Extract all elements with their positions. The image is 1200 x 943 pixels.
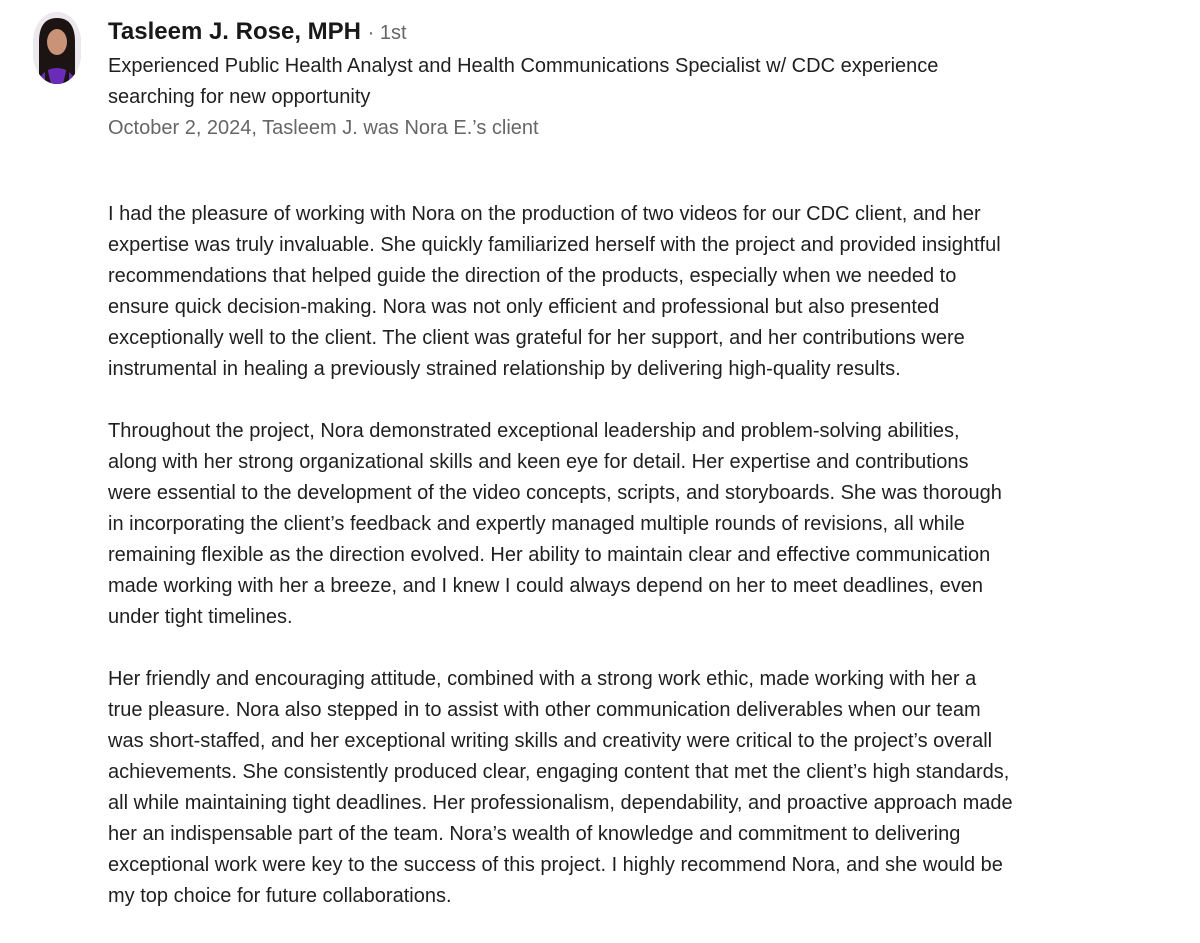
paragraph-line: under tight timelines. (108, 606, 293, 628)
paragraph-line: I had the pleasure of working with Nora on the production of two videos for our CDC client, and her (108, 203, 981, 225)
headline-line: searching for new opportunity (108, 86, 371, 108)
paragraph-line: were essential to the development of the video concepts, scripts, and storyboards. She was thorough (108, 482, 1002, 504)
paragraph-line: my top choice for future collaborations. (108, 885, 452, 907)
paragraph-line: made working with her a breeze, and I knew I could always depend on her to meet deadlines, even (108, 575, 983, 597)
paragraph-line: achievements. She consistently produced clear, engaging content that met the client’s high standards, (108, 761, 1010, 783)
recommendation-paragraph (108, 664, 1013, 912)
paragraph-line: exceptionally well to the client. The client was grateful for her support, and her contributions were (108, 327, 965, 349)
paragraph-line: ensure quick decision-making. Nora was not only efficient and professional but also presented (108, 296, 940, 318)
recommendation-text (108, 199, 1013, 943)
paragraph-line: exceptional work were key to the success of this project. I highly recommend Nora, and she would be (108, 854, 1003, 876)
avatar[interactable] (33, 12, 81, 84)
paragraph-line: in incorporating the client’s feedback and expertly managed multiple rounds of revisions, all while (108, 513, 965, 535)
recommender-name[interactable]: Tasleem J. Rose, MPH (108, 18, 361, 45)
paragraph-line: expertise was truly invaluable. She quickly familiarized herself with the project and provided insightful (108, 234, 1001, 256)
paragraph-line: recommendations that helped guide the direction of the products, especially when we needed to (108, 265, 957, 287)
recommender-header (108, 16, 1108, 144)
paragraph-line: true pleasure. Nora also stepped in to assist with other communication deliverables when our team (108, 699, 981, 721)
paragraph-line: was short-staffed, and her exceptional writing skills and creativity were critical to the project’s overall (108, 730, 993, 752)
recommendation-paragraph (108, 199, 1013, 385)
headline-line: Experienced Public Health Analyst and Health Communications Specialist w/ CDC experience (108, 55, 939, 77)
recommendation-paragraph (108, 416, 1013, 633)
recommendation-meta: October 2, 2024, Tasleem J. was Nora E.’s client (108, 117, 539, 139)
paragraph-line: remaining flexible as the direction evolved. Her ability to maintain clear and effective communication (108, 544, 991, 566)
paragraph-line: her an indispensable part of the team. Nora’s wealth of knowledge and commitment to delivering (108, 823, 961, 845)
paragraph-line: Throughout the project, Nora demonstrated exceptional leadership and problem-solving abilities, (108, 420, 960, 442)
paragraph-line: Her friendly and encouraging attitude, combined with a strong work ethic, made working with her a (108, 668, 977, 690)
paragraph-line: along with her strong organizational skills and keen eye for detail. Her expertise and contributions (108, 451, 969, 473)
profile-photo-icon (33, 12, 81, 84)
paragraph-line: instrumental in healing a previously strained relationship by delivering high-quality results. (108, 358, 901, 380)
paragraph-line: all while maintaining tight deadlines. Her professionalism, dependability, and proactive approach made (108, 792, 1013, 814)
recommender-headline (108, 51, 1108, 113)
connection-degree: · 1st (367, 22, 407, 44)
